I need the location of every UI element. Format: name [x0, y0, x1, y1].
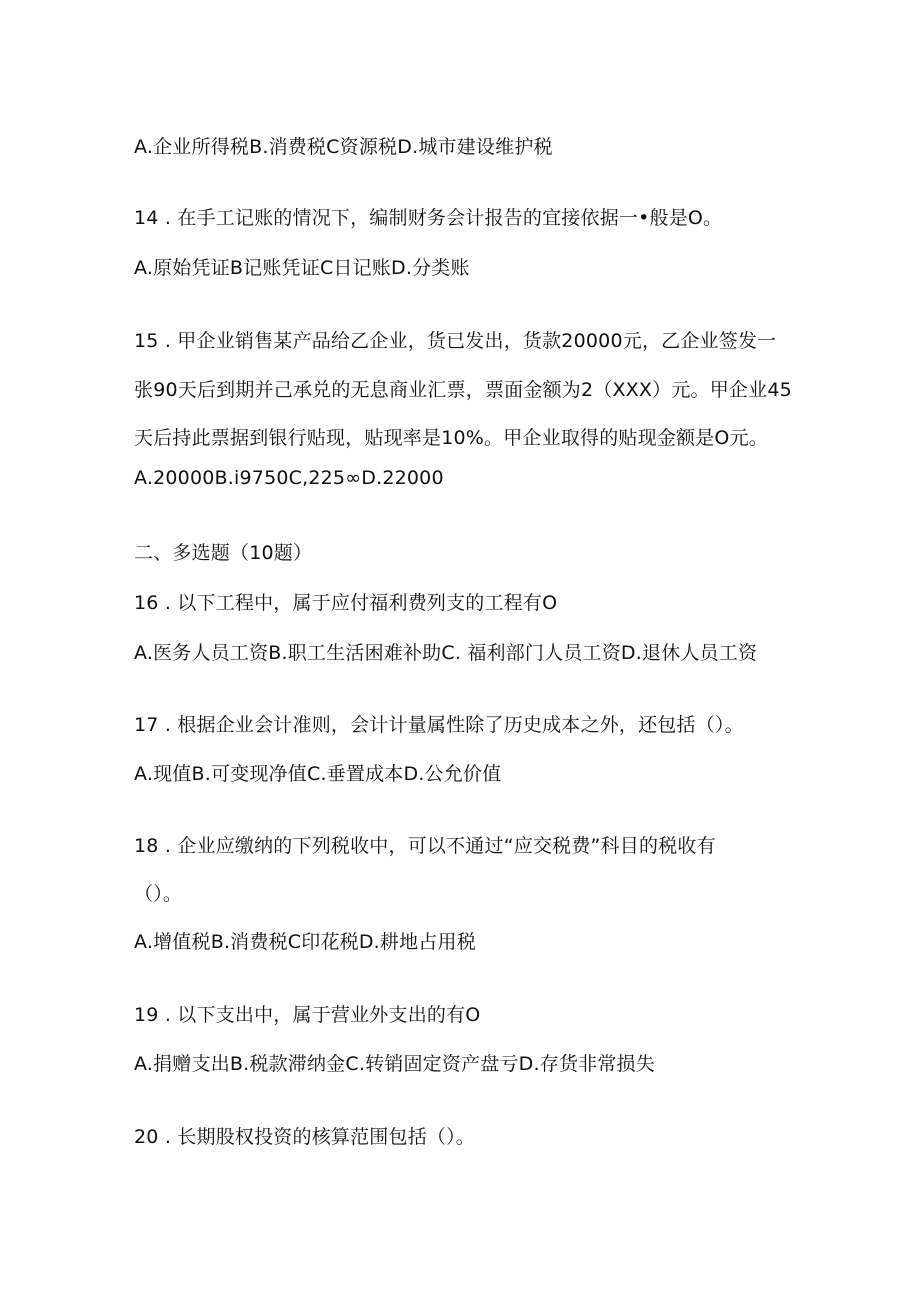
q18-question-line-1: 18 . 企业应缴纳的下列税收中，可以不通过“应交税费”科目的税收有 [134, 835, 716, 857]
q15-options: A.20000B.i9750C,225∞D.22000 [134, 467, 444, 489]
q15-question-line-1: 15 . 甲企业销售某产品给乙企业，货已发出，货款20000元，乙企业签发一 [134, 330, 777, 352]
q15-question-line-3: 天后持此票据到银行贴现，贴现率是10%。甲企业取得的贴现金额是O元。 [134, 427, 768, 449]
q16-options: A.医务人员工资B.职工生活困难补助C. 福利部门人员工资D.退休人员工资 [134, 642, 758, 664]
q18-options: A.增值税B.消费税C印花税D.耕地占用税 [134, 931, 476, 953]
q19-options: A.捐赠支出B.税款滞纳金C.转销固定资产盘亏D.存货非常损失 [134, 1053, 655, 1075]
q17-question: 17 . 根据企业会计准则，会计计量属性除了历史成本之外，还包括（）。 [134, 714, 744, 736]
q16-question: 16 . 以下工程中，属于应付福利费列支的工程有O [134, 592, 558, 614]
q17-options: A.现值B.可变现净值C.垂置成本D.公允价值 [134, 763, 502, 785]
section-heading-multiple-choice: 二、多选题（10题） [134, 542, 313, 564]
q15-question-line-2: 张90天后到期并己承兑的无息商业汇票，票面金额为2（XXX）元。甲企业45 [134, 379, 792, 401]
q14-question: 14 . 在手工记账的情况下，编制财务会计报告的宜接依据一•般是O。 [134, 207, 723, 229]
q13-options: A.企业所得税B.消费税C资源税D.城市建设维护税 [134, 136, 553, 158]
q18-question-line-2: （）。 [134, 883, 183, 905]
q20-question: 20 . 长期股权投资的核算范围包括（）。 [134, 1126, 475, 1148]
q19-question: 19 . 以下支出中，属于营业外支出的有O [134, 1004, 481, 1026]
q14-options: A.原始凭证B记账凭证C日记账D.分类账 [134, 257, 470, 279]
